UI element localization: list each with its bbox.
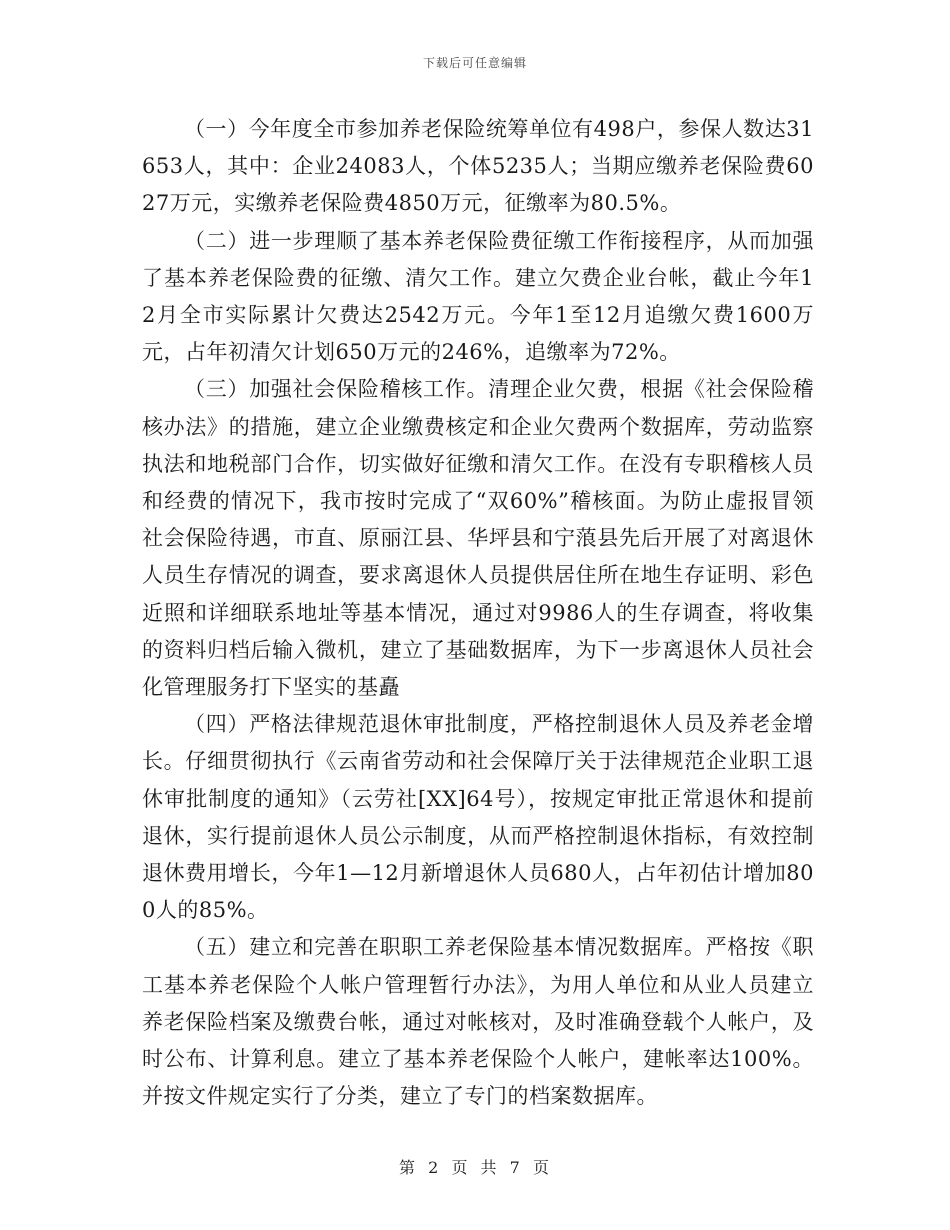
page-header-note: 下载后可任意编辑 — [422, 56, 527, 70]
paragraph-2: （二）进一步理顺了基本养老保险费征缴工作衔接程序，从而加强了基本养老保险费的征缴、清欠工作。建立欠费企业台帐，截止今年12月全市实际累计欠费达2542万元。今年1至12月追缴欠费1600万元，占年初清欠计划650万元的246%，追缴率为72%。 — [142, 228, 814, 365]
paragraph-1: （一）今年度全市参加养老保险统筹单位有498户，参保人数达31653人，其中：企业24083人，个体5235人；当期应缴养老保险费6027万元，实缴养老保险费4850万元，征缴率为80.5%。 — [142, 117, 814, 216]
footer-current-page: 2 — [428, 1158, 441, 1177]
footer-prefix: 第 — [399, 1158, 418, 1177]
paragraph-5: （五）建立和完善在职职工养老保险基本情况数据库。严格按《职工基本养老保险个人帐户管理暂行办法》，为用人单位和从业人员建立养老保险档案及缴费台帐，通过对帐核对，及时准确登载个人帐户，及时公布、计算利息。建立了基本养老保险个人帐户，建帐率达100%。并按文件规定实行了分类，建立了专门的档案数据库。 — [142, 935, 814, 1109]
footer-page-unit: 页 — [451, 1158, 470, 1177]
document-body — [142, 111, 814, 1115]
footer-total-prefix: 共 — [480, 1158, 499, 1177]
footer-total-unit: 页 — [532, 1158, 551, 1177]
paragraph-3: （三）加强社会保险稽核工作。清理企业欠费，根据《社会保险稽核办法》的措施，建立企业缴费核定和企业欠费两个数据库，劳动监察执法和地税部门合作，切实做好征缴和清欠工作。在没有专职稽核人员和经费的情况下，我市按时完成了“双60%”稽核面。为防止虚报冒领社会保险待遇，市直、原丽江县、华坪县和宁蒗县先后开展了对离退休人员生存情况的调查，要求离退休人员提供居住所在地生存证明、彩色近照和详细联系地址等基本情况，通过对9986人的生存调查，将收集的资料归档后输入微机，建立了基础数据库，为下一步离退休人员社会化管理服务打下坚实的基矗 — [142, 377, 814, 700]
paragraph-4: （四）严格法律规范退休审批制度，严格控制退休人员及养老金增长。仔细贯彻执行《云南省劳动和社会保障厅关于法律规范企业职工退休审批制度的通知》（云劳社[XX]64号），按规定审批正常退休和提前退休，实行提前退休人员公示制度，从而严格控制退休指标，有效控制退休费用增长，今年1—12月新增退休人员680人，占年初估计增加800人的85%。 — [142, 712, 814, 923]
page-footer — [0, 1155, 950, 1178]
footer-total-pages: 7 — [509, 1158, 522, 1177]
